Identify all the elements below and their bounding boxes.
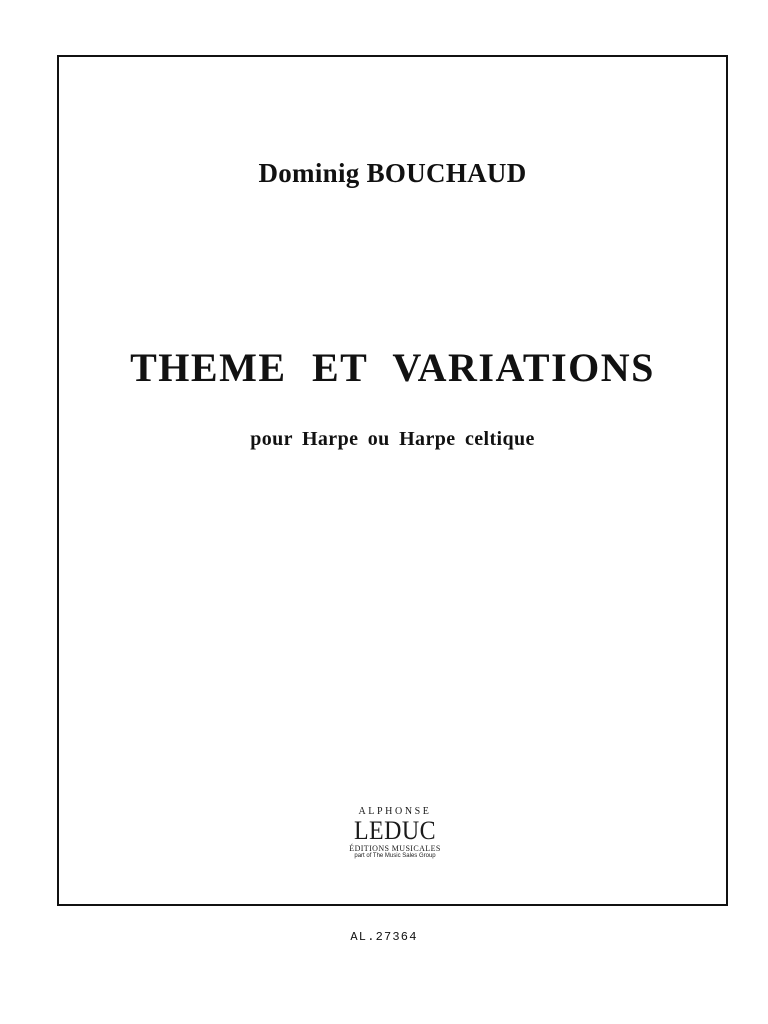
publisher-logo-line3: ÉDITIONS MUSICALES xyxy=(349,844,441,853)
publisher-logo-line2: LEDUC xyxy=(353,816,437,845)
catalog-number: AL.27364 xyxy=(350,930,418,944)
publisher-logo-line1: ALPHONSE xyxy=(358,806,432,817)
instrumentation-subtitle: pour Harpe ou Harpe celtique xyxy=(250,428,535,450)
publisher-logo xyxy=(331,806,459,860)
composer-name: Dominig BOUCHAUD xyxy=(258,158,527,188)
cover-frame xyxy=(57,55,728,906)
work-title: THEME ET VARIATIONS xyxy=(130,345,655,390)
publisher-logo-line4: part of The Music Sales Group xyxy=(354,853,436,859)
